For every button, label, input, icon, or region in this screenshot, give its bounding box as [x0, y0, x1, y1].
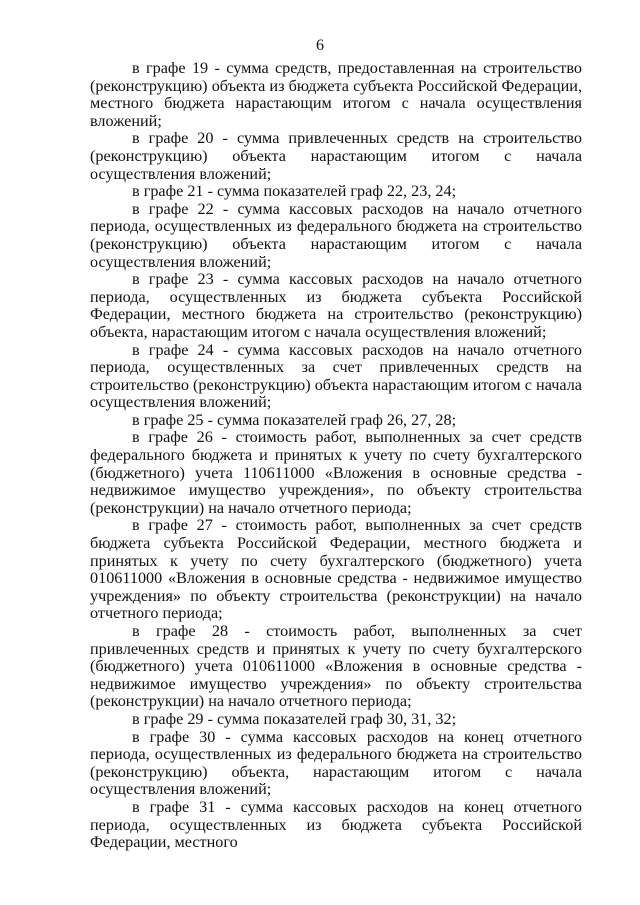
paragraph-column-24: в графе 24 - сумма кассовых расходов на начало отчетного периода, осуществленных за счет привлеченных средств на строительство (реконструкцию) объекта нарастающим итогом с начала осуществления вложений;: [90, 340, 582, 412]
paragraph-column-29: в графе 29 - сумма показателей граф 30, 31, 32;: [132, 709, 457, 728]
paragraph-column-26: в графе 26 - стоимость работ, выполненных за счет средств федерального бюджета и принятых к учету по счету бухгалтерского (бюджетного) учета 110611000 «Вложения в основные средства - недвижимое имущество учреждения», по объекту строительства (реконструкции) на начало отчетного периода;: [90, 428, 582, 517]
paragraph-column-25: в графе 25 - сумма показателей граф 26, 27, 28;: [132, 410, 457, 429]
paragraph-column-23: в графе 23 - сумма кассовых расходов на начало отчетного периода, осуществленных из бюджета субъекта Российской Федерации, местного бюджета на строительство (реконструкцию) объекта, нарастающим итогом с начала осуществления вложений;: [90, 270, 582, 341]
paragraph-column-21: в графе 21 - сумма показателей граф 22, 23, 24;: [132, 182, 457, 201]
page-number: 6: [316, 37, 324, 54]
paragraph-column-22: в графе 22 - сумма кассовых расходов на начало отчетного периода, осуществленных из федерального бюджета на строительство (реконструкцию) объекта нарастающим итогом с начала осуществления вложений;: [90, 199, 582, 271]
paragraph-column-30: в графе 30 - сумма кассовых расходов на конец отчетного периода, осуществленных из федерального бюджета на строительство (реконструкцию) объекта, нарастающим итогом с начала осуществления вложений;: [90, 727, 582, 799]
paragraph-column-31: в графе 31 - сумма кассовых расходов на конец отчетного периода, осуществленных из бюджета субъекта Российской Федерации, местного: [90, 797, 582, 852]
paragraph-column-27: в графе 27 - стоимость работ, выполненных за счет средств бюджета субъекта Российской Федерации, местного бюджета и принятых к учету по счету бухгалтерского (бюджетного) учета 010611000 «Вложения в основные средства - недвижимое имущество учреждения» по объекту строительства (реконструкции) на начало отчетного периода;: [90, 516, 582, 623]
paragraph-column-20: в графе 20 - сумма привлеченных средств на строительство (реконструкцию) объекта нарастающим итогом с начала осуществления вложений;: [90, 129, 582, 183]
paragraph-column-19: в графе 19 - сумма средств, предоставленная на строительство (реконструкцию) объекта из бюджета субъекта Российской Федерации, местного бюджета нарастающим итогом с начала осуществления вложений;: [90, 59, 582, 130]
paragraph-column-28: в графе 28 - стоимость работ, выполненных за счет привлеченных средств и принятых к учету по счету бухгалтерского (бюджетного) учета 010611000 «Вложения в основные средства - недвижимое имущество учреждения» по объекту строительства (реконструкции) на начало отчетного периода;: [90, 622, 582, 711]
document-body: [90, 60, 582, 852]
